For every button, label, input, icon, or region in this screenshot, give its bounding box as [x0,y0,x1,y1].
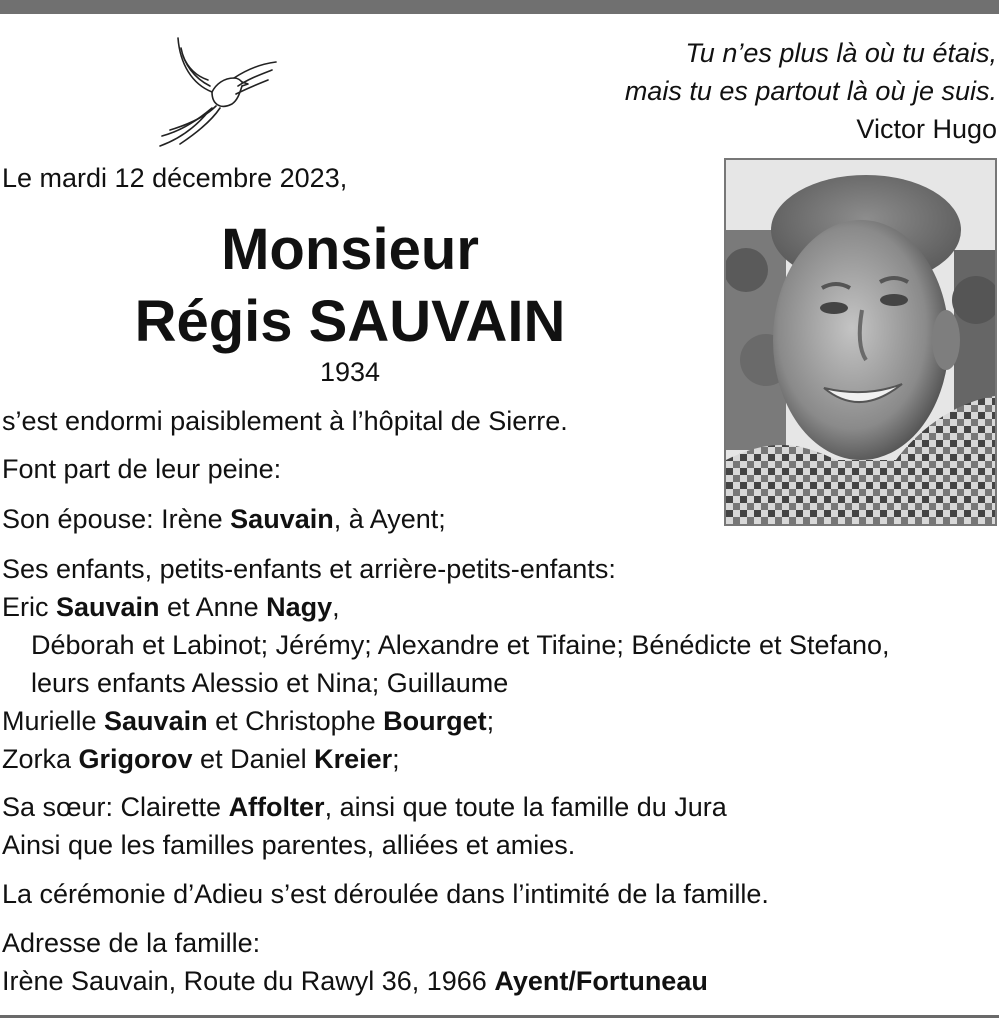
family-line-eric: Eric Sauvain et Anne Nagy, [2,592,340,622]
passing-line: s’est endormi paisiblement à l’hôpital de Sierre. [2,406,568,436]
date-line: Le mardi 12 décembre 2023, [2,163,348,193]
family-line-zorka: Zorka Grigorov et Daniel Kreier; [2,744,400,774]
top-bar [0,0,999,14]
grandchildren-line-2: leurs enfants Alessio et Nina; Guillaume [31,668,509,698]
family-line-murielle: Murielle Sauvain et Christophe Bourget; [2,706,495,736]
grandchildren-line-1: Déborah et Labinot; Jérémy; Alexandre et Tifaine; Bénédicte et Stefano, [31,630,890,660]
portrait-photo [724,158,997,526]
family-address: Irène Sauvain, Route du Rawyl 36, 1966 Ayent/Fortuneau [2,966,708,996]
quote-line-2: mais tu es partout là où je suis. [624,76,997,106]
spouse-line: Son épouse: Irène Sauvain, à Ayent; [2,504,446,534]
birth-year: 1934 [319,357,381,387]
sister-line: Sa sœur: Clairette Affolter, ainsi que toute la famille du Jura [2,792,727,822]
bottom-rule [0,1015,999,1018]
quote [625,34,997,148]
children-heading: Ses enfants, petits-enfants et arrière-petits-enfants: [2,554,616,584]
families-line: Ainsi que les familles parentes, alliées et amies. [2,830,576,860]
dove-icon [150,34,282,150]
font-part-line: Font part de leur peine: [2,454,282,484]
quote-author: Victor Hugo [856,114,997,144]
ceremony-line: La cérémonie d’Adieu s’est déroulée dans l’intimité de la famille. [2,879,769,909]
deceased-name: Régis SAUVAIN [134,289,566,354]
address-heading: Adresse de la famille: [2,928,261,958]
title-honorific: Monsieur [221,217,479,282]
quote-line-1: Tu n’es plus là où tu étais, [685,38,997,68]
